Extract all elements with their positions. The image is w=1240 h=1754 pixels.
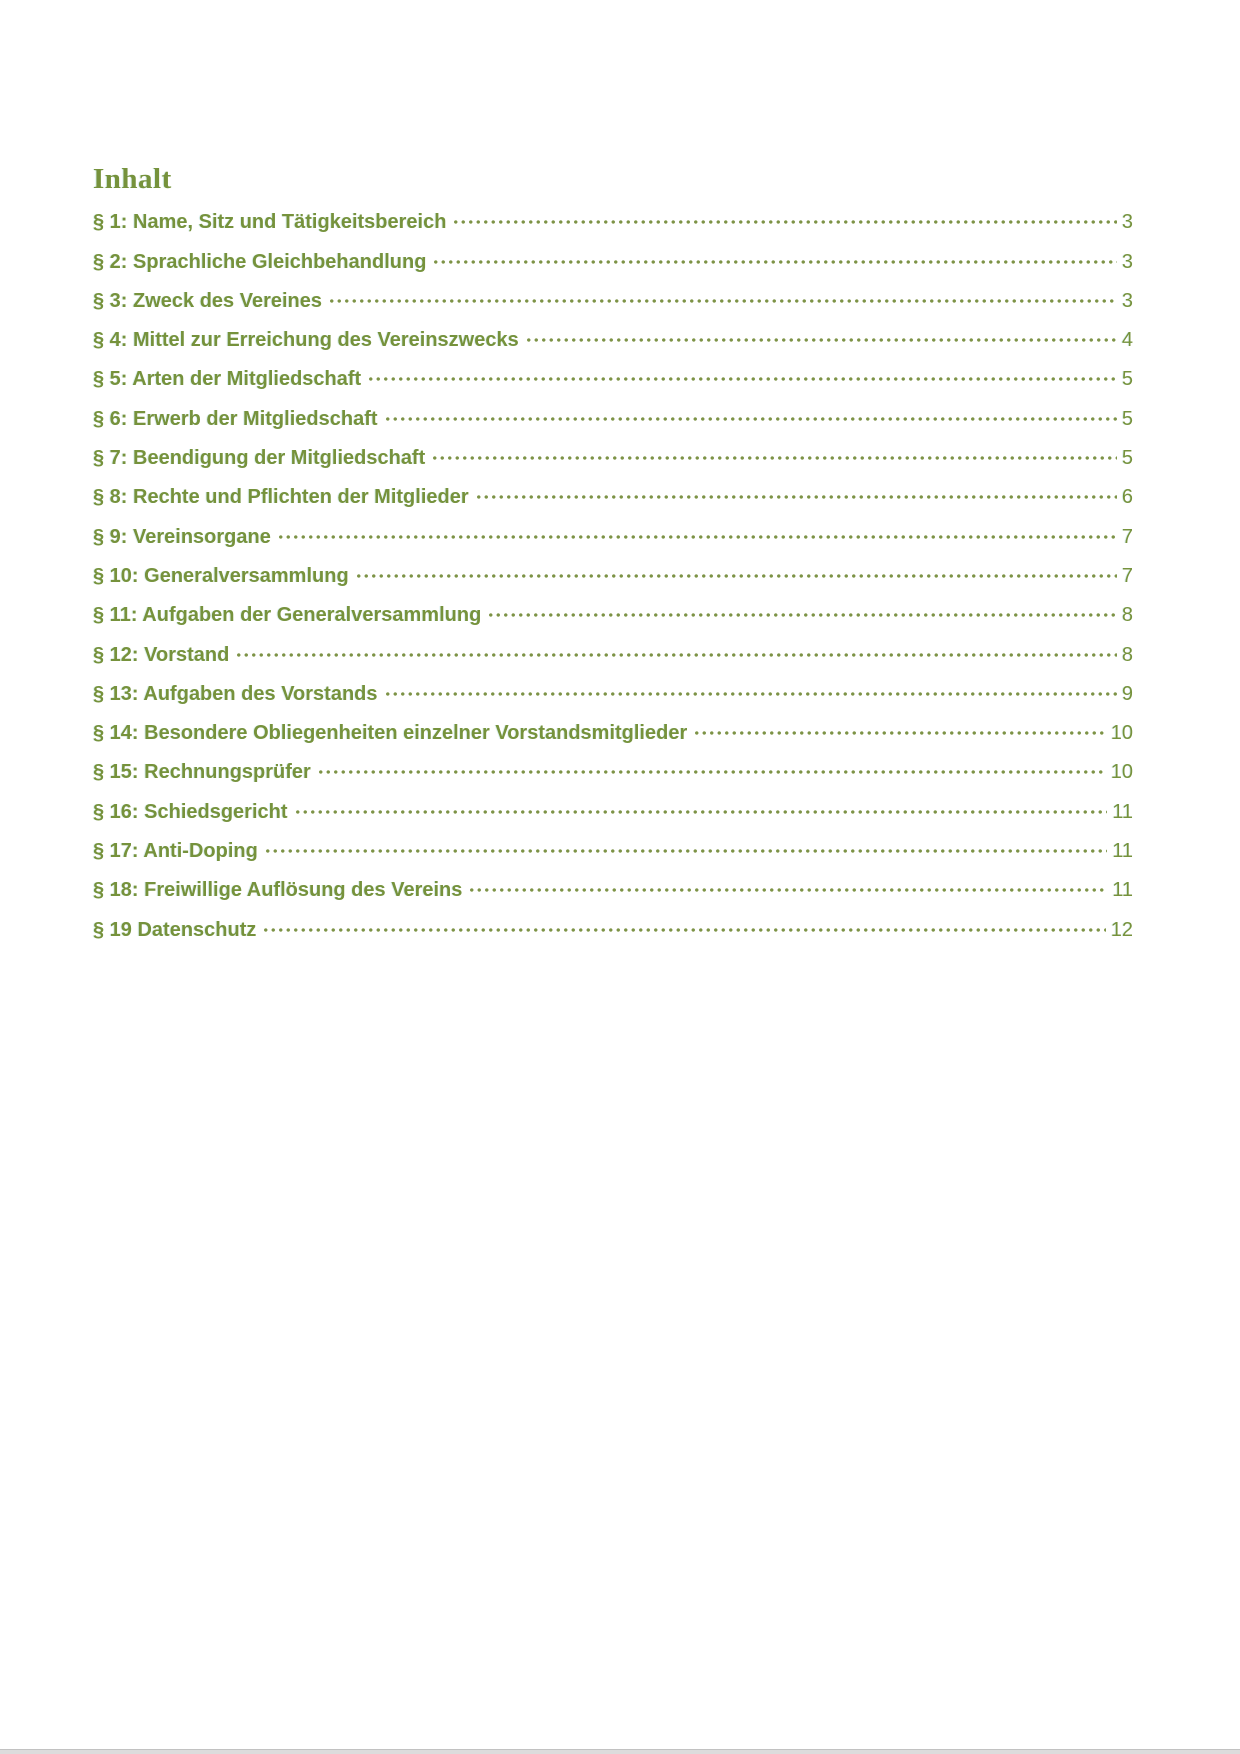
- toc-entry[interactable]: [93, 831, 1133, 870]
- dot-leader: [365, 359, 1117, 391]
- dot-leader: [315, 752, 1106, 784]
- dot-leader: [262, 831, 1107, 863]
- toc-entry-page: 3: [1121, 289, 1133, 312]
- toc-entry[interactable]: [93, 438, 1133, 477]
- toc-entry-label: § 2: Sprachliche Gleichbehandlung: [93, 250, 427, 273]
- dot-leader: [353, 556, 1117, 588]
- toc-entry-label: § 17: Anti-Doping: [93, 840, 258, 863]
- toc-entry-page: 3: [1121, 250, 1133, 273]
- toc-entry-page: 10: [1110, 722, 1133, 745]
- dot-leader: [292, 791, 1108, 823]
- toc-title: Inhalt: [93, 163, 172, 195]
- toc-entry[interactable]: [93, 752, 1133, 791]
- toc-entry[interactable]: [93, 595, 1133, 634]
- toc-entry-page: 5: [1121, 447, 1133, 470]
- toc-entry-label: § 5: Arten der Mitgliedschaft: [93, 368, 362, 391]
- toc-entry-page: 11: [1112, 879, 1133, 902]
- toc-entry-page: 11: [1112, 800, 1133, 823]
- toc-entry[interactable]: [93, 202, 1133, 241]
- toc-entry-label: § 4: Mittel zur Erreichung des Vereinszwecks: [93, 329, 519, 352]
- toc-entry-page: 5: [1121, 407, 1133, 430]
- toc-entry-label: § 15: Rechnungsprüfer: [93, 761, 311, 784]
- toc-entry-label: § 18: Freiwillige Auflösung des Vereins: [93, 879, 463, 902]
- dot-leader: [382, 674, 1117, 706]
- toc-entry-list: [93, 202, 1133, 949]
- dot-leader: [523, 320, 1117, 352]
- toc-entry[interactable]: [93, 281, 1133, 320]
- dot-leader: [485, 595, 1117, 627]
- toc-entry-label: § 8: Rechte und Pflichten der Mitglieder: [93, 486, 469, 509]
- toc-entry[interactable]: [93, 477, 1133, 516]
- toc-entry[interactable]: [93, 320, 1133, 359]
- toc-entry[interactable]: [93, 556, 1133, 595]
- dot-leader: [382, 398, 1117, 430]
- dot-leader: [429, 438, 1117, 470]
- toc-entry-page: 9: [1121, 682, 1133, 705]
- dot-leader: [466, 870, 1107, 902]
- toc-entry[interactable]: [93, 241, 1133, 280]
- toc-entry-label: § 9: Vereinsorgane: [93, 525, 271, 548]
- dot-leader: [450, 202, 1116, 234]
- dot-leader: [326, 281, 1117, 313]
- toc-entry-label: § 6: Erwerb der Mitgliedschaft: [93, 407, 378, 430]
- dot-leader: [260, 909, 1105, 941]
- table-of-contents: [93, 163, 1133, 949]
- toc-entry-page: 7: [1121, 564, 1133, 587]
- toc-entry-label: § 3: Zweck des Vereines: [93, 289, 323, 312]
- toc-entry-label: § 10: Generalversammlung: [93, 564, 349, 587]
- toc-entry-label: § 1: Name, Sitz und Tätigkeitsbereich: [93, 211, 447, 234]
- dot-leader: [233, 634, 1117, 666]
- toc-entry[interactable]: [93, 674, 1133, 713]
- toc-entry-page: 4: [1121, 329, 1133, 352]
- toc-entry-page: 6: [1121, 486, 1133, 509]
- toc-entry-page: 12: [1110, 918, 1133, 941]
- toc-entry[interactable]: [93, 713, 1133, 752]
- dot-leader: [473, 477, 1117, 509]
- toc-entry-label: § 7: Beendigung der Mitgliedschaft: [93, 447, 426, 470]
- toc-entry-page: 3: [1121, 211, 1133, 234]
- dot-leader: [430, 241, 1116, 273]
- toc-entry-label: § 14: Besondere Obliegenheiten einzelner Vorstandsmitglieder: [93, 722, 688, 745]
- toc-entry-page: 11: [1112, 840, 1133, 863]
- toc-entry[interactable]: [93, 870, 1133, 909]
- toc-entry-label: § 13: Aufgaben des Vorstands: [93, 682, 378, 705]
- toc-entry[interactable]: [93, 634, 1133, 673]
- dot-leader: [275, 516, 1117, 548]
- toc-entry[interactable]: [93, 909, 1133, 948]
- dot-leader: [691, 713, 1106, 745]
- toc-entry-page: 8: [1121, 604, 1133, 627]
- toc-entry-page: 10: [1110, 761, 1133, 784]
- toc-entry[interactable]: [93, 398, 1133, 437]
- toc-entry-page: 8: [1121, 643, 1133, 666]
- toc-entry-label: § 16: Schiedsgericht: [93, 800, 288, 823]
- toc-entry-label: § 12: Vorstand: [93, 643, 230, 666]
- toc-entry[interactable]: [93, 791, 1133, 830]
- toc-entry-page: 7: [1121, 525, 1133, 548]
- toc-entry[interactable]: [93, 359, 1133, 398]
- window-bottom-edge: [0, 1749, 1240, 1754]
- toc-entry[interactable]: [93, 516, 1133, 555]
- toc-entry-label: § 19 Datenschutz: [93, 918, 257, 941]
- toc-entry-page: 5: [1121, 368, 1133, 391]
- toc-entry-label: § 11: Aufgaben der Generalversammlung: [93, 604, 482, 627]
